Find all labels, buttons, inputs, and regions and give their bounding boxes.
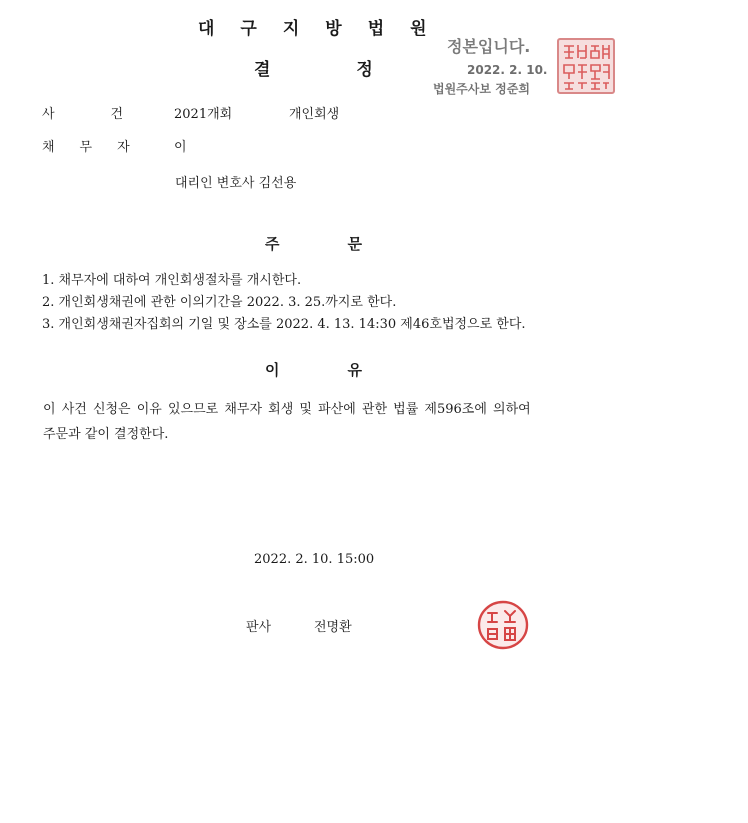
debtor-name: 이: [174, 140, 187, 155]
certified-clerk: 법원주사보 정준희: [433, 82, 530, 96]
case-number: 2021개회: [174, 107, 233, 122]
decision-datetime: 2022. 2. 10. 15:00: [254, 552, 375, 567]
order-list: [42, 272, 526, 338]
reason-text-line: 주문과 같이 결정한다.: [43, 427, 169, 442]
case-name: 개인회생: [289, 107, 340, 122]
order-item: 2. 개인회생채권에 관한 이의기간을 2022. 3. 25.까지로 한다.: [42, 295, 397, 310]
court-seal-icon: [557, 38, 615, 94]
certified-copy-stamp: 정본입니다.: [447, 37, 531, 56]
order-item: 3. 개인회생채권자집회의 기일 및 장소를 2022. 4. 13. 14:30 제46호법정으로 한다.: [42, 317, 526, 332]
judge-name: 전명환: [314, 620, 352, 635]
court-name: 대구지방법원: [198, 19, 453, 39]
case-label: 사건: [42, 107, 180, 122]
order-item: 1. 채무자에 대하여 개인회생절차를 개시한다.: [42, 273, 302, 288]
judge-label: 판사: [246, 620, 272, 635]
reason-text-line: 이 사건 신청은 이유 있으므로 채무자 회생 및 파산에 관한 법률 제596조에 의하여: [43, 402, 531, 417]
order-heading: 주문: [265, 235, 430, 253]
legal-agent: 대리인 변호사 김선용: [175, 176, 297, 191]
judge-seal-icon: [477, 600, 529, 650]
debtor-label: 채무자: [42, 140, 155, 155]
reason-heading: 이유: [265, 361, 430, 379]
document-title: 결정: [254, 60, 459, 80]
certified-date: 2022. 2. 10.: [467, 63, 548, 77]
